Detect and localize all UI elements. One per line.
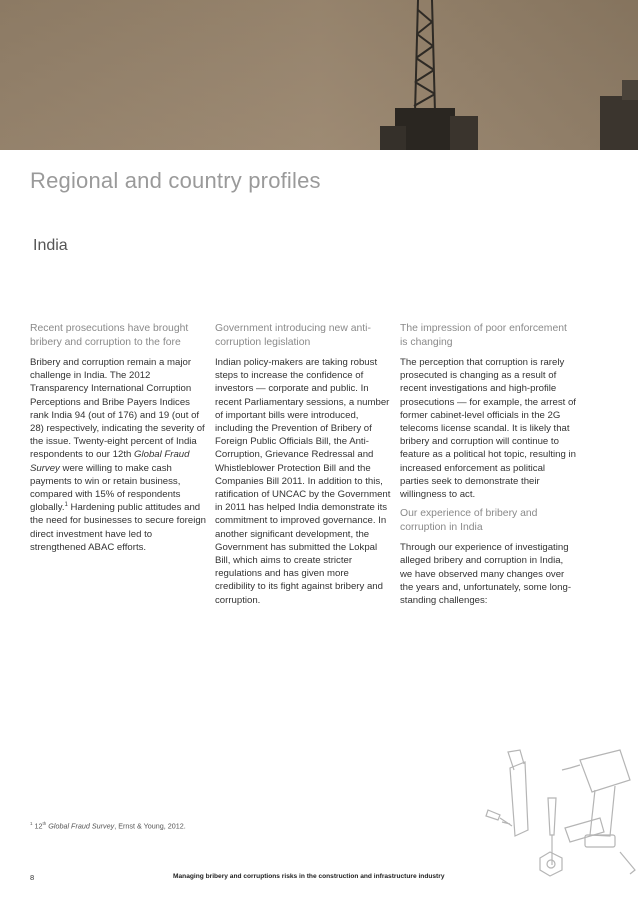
body-text: were willing to make cash payments to win or retain business, compared with 15% of respondents globally. bbox=[30, 462, 181, 514]
hero-photo bbox=[0, 0, 638, 150]
body-text: Bribery and corruption remain a major challenge in India. The 2012 Transparency International Corruption Perceptions and Bribe Payers Indices rank India 94 (out of 176) and 19 (out of 28) respectively, indicating the severity of the issue. Twenty-eight percent of India respondents to our 12th bbox=[30, 357, 205, 461]
column-body: Indian policy-makers are taking robust steps to increase the confidence of investors — corporate and public. In recent Parliamentary sessions, a number of important bills were introduced, including the Prevention of Bribery of Foreign Public Officials Bill, the Anti-Corruption, Grievance Redressal and Whistleblower Protection Bill and the Companies Bill 2011. In addition to this, ratification of UNCAC by the Government in 2011 has helped India demonstrate its commitment to improved governance. In another significant development, the Government has submitted the Lokpal Bill, which aims to create stricter regulations and has given more credibility to its fight against bribery and corruption. bbox=[215, 357, 391, 606]
tower-crane-photo-icon bbox=[0, 0, 638, 150]
footnote-ordinal: 12 bbox=[34, 821, 43, 831]
footnote-ordinal-suffix: th bbox=[42, 821, 47, 826]
column-body bbox=[30, 356, 206, 554]
country-title: India bbox=[33, 237, 68, 254]
footnote-reference: 1 bbox=[64, 502, 68, 509]
column-body: Through our experience of investigating alleged bribery and corruption in India, we have observed many changes over the years and, unfortunately, some long-standing challenges: bbox=[400, 542, 572, 607]
column-legislation bbox=[215, 322, 391, 613]
body-text: Hardening public attitudes and the need for businesses to secure foreign direct investment have led to strengthened ABAC efforts. bbox=[30, 502, 206, 553]
column-subheading: Our experience of bribery and corruption in India bbox=[400, 508, 538, 533]
column-heading: Government introducing new anti-corruption legislation bbox=[215, 323, 371, 348]
construction-tools-illustration-icon bbox=[470, 740, 638, 885]
page-number: 8 bbox=[30, 873, 35, 882]
column-heading: Recent prosecutions have brought bribery and corruption to the fore bbox=[30, 323, 189, 348]
section-title: Regional and country profiles bbox=[30, 168, 321, 193]
footnote-title: Global Fraud Survey bbox=[48, 821, 115, 831]
column-prosecutions bbox=[30, 322, 206, 560]
column-enforcement bbox=[400, 322, 576, 613]
footnote-number: 1 bbox=[30, 821, 33, 826]
footnote bbox=[30, 821, 186, 830]
column-heading: The impression of poor enforcement is changing bbox=[400, 323, 567, 348]
footnote-rest: , Ernst & Young, 2012. bbox=[114, 821, 186, 831]
running-title: Managing bribery and corruptions risks in the construction and infrastructure industry bbox=[173, 873, 445, 880]
column-body: The perception that corruption is rarely prosecuted is changing as a result of recent investigations and high-profile prosecutions — for example, the arrest of former cabinet-level officials in the 2G telecoms license scandal. It is likely that bribery and corruption will continue to feature as a political hot topic, resulting in increased enforcement as political parties seek to demonstrate their willingness to act. bbox=[400, 357, 576, 501]
survey-name: Global Fraud Survey bbox=[30, 449, 190, 474]
